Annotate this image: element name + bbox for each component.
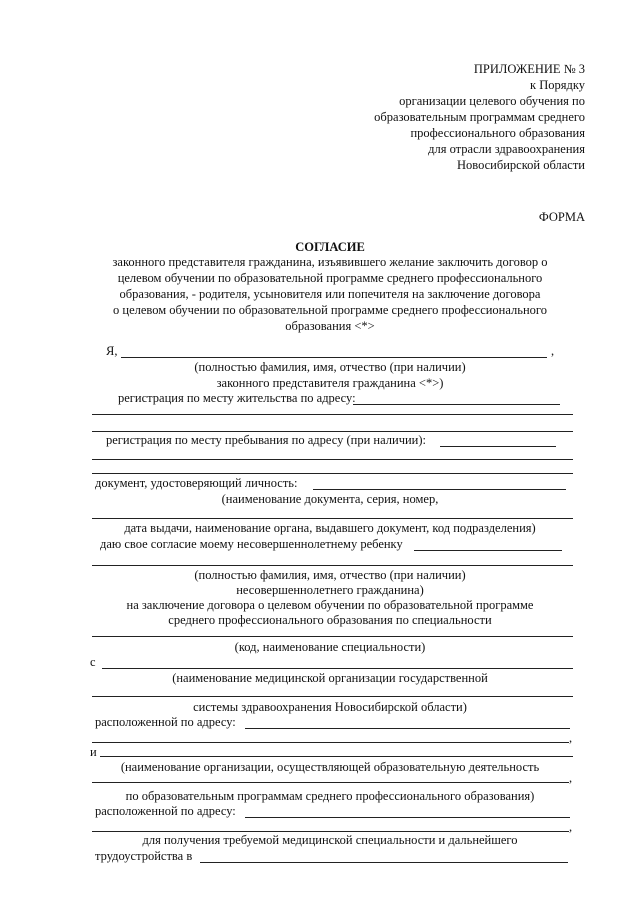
subtitle-line: законного представителя гражданина, изъявившего желание заключить договор о [112, 255, 548, 269]
hint-doc-2: дата выдачи, наименование органа, выдавшего документ, код подразделения) [124, 521, 536, 535]
contract-line-1: на заключение договора о целевом обучении по образовательной программе [126, 598, 534, 612]
reg-stay-field-line[interactable] [440, 446, 556, 447]
hint-specialty: (код, наименование специальности) [234, 640, 426, 654]
hint-med-1: (наименование медицинской организации государственной [172, 671, 488, 685]
hint-org-1: (наименование организации, осуществляющей образовательную деятельность [120, 760, 540, 774]
reg-stay-field-line-3[interactable] [92, 473, 573, 474]
subtitle-line: о целевом обучении по образовательной программе среднего профессионального [113, 303, 547, 317]
header-line: организации целевого обучения по [399, 94, 585, 108]
reg-stay-label: регистрация по месту пребывания по адресу (при наличии): [106, 433, 427, 447]
i-label: Я, [106, 344, 118, 358]
id-doc-field-line-2[interactable] [92, 518, 573, 519]
header-line: профессионального образования [410, 126, 585, 140]
fio-field-line[interactable] [121, 357, 547, 358]
subtitle-line: целевом обучении по образовательной программе среднего профессионального [117, 271, 543, 285]
id-doc-field-line[interactable] [313, 489, 566, 490]
hint-org-2: по образовательным программам среднего профессионального образования) [125, 789, 535, 803]
reg-residence-field-line[interactable] [353, 404, 560, 405]
header-line: к Порядку [530, 78, 585, 92]
hint-fio-1: (полностью фамилия, имя, отчество (при наличии) [194, 360, 466, 374]
appendix-number: ПРИЛОЖЕНИЕ № 3 [473, 62, 585, 76]
consent-label: даю свое согласие моему несовершеннолетнему ребенку [100, 537, 403, 551]
and-label: и [90, 745, 97, 759]
header-line: Новосибирской области [456, 158, 585, 172]
comma: , [569, 820, 573, 834]
hint-child-2: несовершеннолетнего гражданина) [236, 583, 424, 597]
reg-stay-field-line-2[interactable] [92, 459, 573, 460]
header-line: для отрасли здравоохранения [428, 142, 585, 156]
located-label-1: расположенной по адресу: [95, 715, 236, 729]
child-field-line-2[interactable] [92, 565, 573, 566]
form-label: ФОРМА [538, 210, 585, 224]
med-org-field-line[interactable] [102, 668, 573, 669]
located-label-2: расположенной по адресу: [95, 804, 236, 818]
edu-org-field-line[interactable] [100, 756, 573, 757]
header-line: образовательным программам среднего [374, 110, 585, 124]
child-field-line[interactable] [414, 550, 562, 551]
comma: , [569, 731, 573, 745]
specialty-field-line[interactable] [92, 636, 573, 637]
hint-child-1: (полностью фамилия, имя, отчество (при наличии) [194, 568, 466, 582]
comma: , [551, 344, 555, 358]
employment-field-line[interactable] [200, 862, 568, 863]
hint-med-2: системы здравоохранения Новосибирской области) [193, 700, 467, 714]
hint-doc-1: (наименование документа, серия, номер, [221, 492, 439, 506]
reg-residence-label: регистрация по месту жительства по адресу: [118, 391, 356, 405]
id-doc-label: документ, удостоверяющий личность: [95, 476, 298, 490]
med-address-field-line[interactable] [245, 728, 570, 729]
reg-residence-field-line-2[interactable] [92, 414, 573, 415]
document-title: СОГЛАСИЕ [295, 240, 365, 254]
hint-fio-2: законного представителя гражданина <*>) [216, 376, 444, 390]
edu-org-field-line-2[interactable] [92, 782, 569, 783]
with-label: с [90, 655, 96, 669]
med-address-field-line-2[interactable] [92, 742, 569, 743]
contract-line-2: среднего профессионального образования по специальности [168, 613, 492, 627]
edu-address-field-line[interactable] [245, 817, 570, 818]
purpose-line-1: для получения требуемой медицинской специальности и дальнейшего [142, 833, 518, 847]
purpose-line-2: трудоустройства в [95, 849, 193, 863]
med-org-field-line-2[interactable] [92, 696, 573, 697]
subtitle-line: образования, - родителя, усыновителя или попечителя на заключение договора [119, 287, 541, 301]
subtitle-line: образования <*> [285, 319, 375, 333]
comma: , [569, 771, 573, 785]
